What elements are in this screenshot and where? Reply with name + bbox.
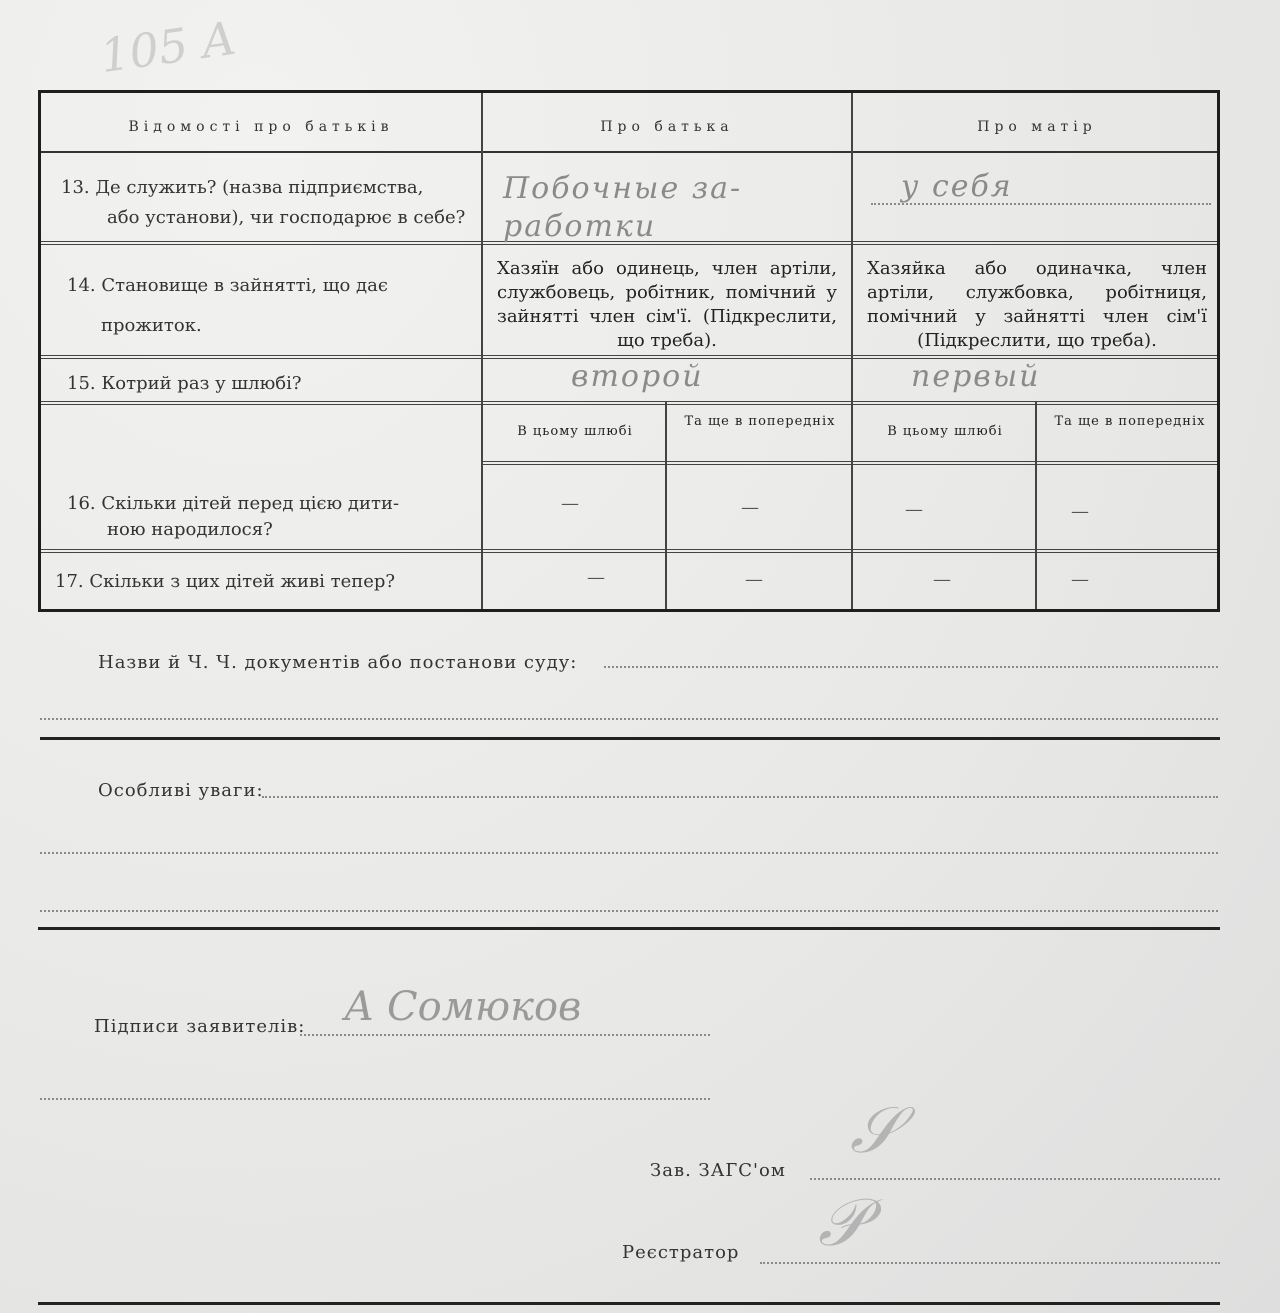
documents-label: Назви й Ч. Ч. документів або постанови суду:	[98, 652, 578, 673]
row16-label-line2: ною народилося?	[107, 519, 273, 540]
zags-head-signature-icon: 𝒮	[850, 1094, 900, 1168]
header-divider	[41, 151, 1217, 153]
header-parents-info: Відомості про батьків	[128, 119, 394, 135]
subheader-mother-prev: Та ще в попередніх	[1054, 414, 1206, 429]
mother-sub-divider	[1035, 401, 1037, 609]
header-father: Про батька	[600, 119, 734, 135]
notes-label: Особливі уваги:	[98, 780, 264, 801]
row14-father-options: Хазяїн або одинець, член артіли, службовець, робітник, помічний у зайнятті член сім'ї. (Підкреслити, що треба).	[497, 258, 837, 351]
col-divider-2	[851, 93, 853, 609]
row13-father-handwriting-2: работки	[503, 209, 657, 244]
row16-label-line1: 16. Скільки дітей перед цією дити-	[67, 493, 400, 514]
father-sub-divider	[665, 401, 667, 609]
subheader-father-prev: Та ще в попередніх	[684, 414, 836, 429]
row17-mother-prev: —	[1071, 569, 1089, 590]
row16-father-prev: —	[741, 497, 759, 518]
row14-label-line2: прожиток.	[101, 315, 202, 336]
parents-info-table	[38, 90, 1220, 612]
row17-father-this: —	[587, 567, 605, 588]
row16-mother-this: —	[905, 499, 923, 520]
documents-section-divider	[40, 737, 1220, 740]
notes-section-divider	[38, 927, 1220, 930]
row16-father-this: —	[561, 493, 579, 514]
row15-label: 15. Котрий раз у шлюбі?	[67, 373, 302, 394]
documents-line-2[interactable]	[40, 718, 1218, 720]
row13-label-line1: 13. Де служить? (назва підприємства,	[61, 177, 424, 198]
row15-divider	[41, 401, 1217, 405]
row17-label: 17. Скільки з цих дітей живі тепер?	[55, 571, 396, 592]
subheader-divider	[481, 461, 1217, 465]
subheader-mother-this: В цьому шлюбі	[887, 424, 1003, 439]
registrar-label: Реєстратор	[622, 1242, 740, 1263]
row13-father-handwriting: Побочные за-	[503, 171, 743, 206]
row16-mother-prev: —	[1071, 501, 1089, 522]
applicants-line-1[interactable]	[300, 1034, 710, 1036]
notes-line-1[interactable]	[262, 796, 1218, 798]
page-bottom-border	[38, 1302, 1220, 1305]
row14-mother-options: Хазяйка або одиначка, член артіли, службовка, робітниця, помічний у зайнятті член сім'ї (Підкреслити, що треба).	[867, 258, 1207, 351]
row17-mother-this: —	[933, 569, 951, 590]
row13-label-line2: або установи), чи господарює в себе?	[107, 207, 466, 228]
col-divider-1	[481, 93, 483, 609]
notes-line-3[interactable]	[40, 910, 1218, 912]
registrar-signature-line[interactable]	[760, 1262, 1220, 1264]
documents-line-1[interactable]	[604, 666, 1218, 668]
zags-head-label: Зав. ЗАГС'ом	[650, 1160, 786, 1181]
row13-mother-handwriting: у себя	[901, 169, 1013, 204]
row14-label-line1: 14. Становище в зайнятті, що дає	[67, 275, 388, 296]
corner-annotation: 105 A	[96, 10, 239, 84]
row13-mother-line	[871, 203, 1211, 205]
row15-father-handwriting: второй	[571, 359, 704, 394]
applicant-signature: А Сомюков	[344, 984, 582, 1030]
row16-divider	[41, 549, 1217, 553]
subheader-father-this: В цьому шлюбі	[517, 424, 633, 439]
applicants-line-2[interactable]	[40, 1098, 710, 1100]
row17-father-prev: —	[745, 569, 763, 590]
zags-signature-line[interactable]	[810, 1178, 1220, 1180]
applicants-signatures-label: Підписи заявителів:	[94, 1016, 306, 1037]
notes-line-2[interactable]	[40, 852, 1218, 854]
row15-mother-handwriting: первый	[911, 359, 1041, 394]
header-mother: Про матір	[977, 119, 1097, 135]
registrar-signature-icon: 𝒫	[818, 1184, 866, 1261]
